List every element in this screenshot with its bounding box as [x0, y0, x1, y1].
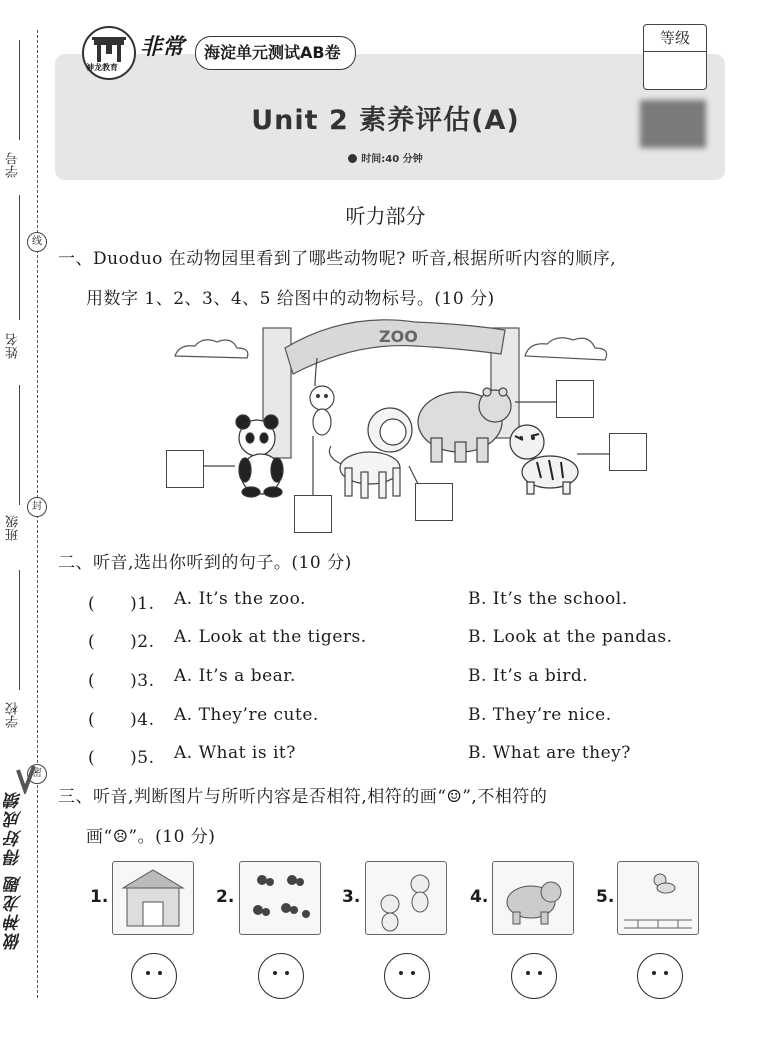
bear-icon	[493, 862, 573, 934]
answer-face-4[interactable]	[511, 953, 557, 999]
bear-figure	[418, 388, 511, 462]
grade-label: 等级	[659, 29, 690, 47]
picture-number-3: 3.	[342, 887, 361, 907]
class-line[interactable]	[19, 385, 20, 505]
q2-item4-option-a: A. They’re cute.	[174, 705, 319, 725]
zoo-gate-icon	[113, 862, 193, 934]
q3-instruction-line1: 三、听音,判断图片与所听内容是否相符,相符的画“☺”,不相符的	[58, 787, 548, 807]
q2-item5-number[interactable]: ( )5.	[88, 748, 155, 768]
ants-icon	[240, 862, 320, 934]
picture-number-4: 4.	[470, 887, 489, 907]
cloud-right	[525, 338, 607, 360]
section-title: 听力部分	[345, 204, 426, 228]
answer-face-1[interactable]	[131, 953, 177, 999]
q2-instruction: 二、听音,选出你听到的句子。(10 分)	[58, 553, 352, 573]
q2-item3-option-a: A. It’s a bear.	[174, 666, 296, 686]
slogan: 做神龙题 得好成绩	[5, 790, 25, 950]
q2-item3-option-b: B. It’s a bird.	[468, 666, 589, 686]
picture-4-bear	[492, 861, 574, 935]
lion-figure	[329, 408, 412, 498]
class-label: 班级	[6, 515, 21, 541]
label-box-monkey[interactable]	[294, 495, 332, 533]
q2-item5-option-a: A. What is it?	[174, 743, 296, 763]
zoo-illustration	[165, 318, 655, 538]
answer-face-5[interactable]	[637, 953, 683, 999]
zoo-sign-text: ZOO	[379, 327, 418, 346]
q1-instruction-line2: 用数字 1、2、3、4、5 给图中的动物标号。(10 分)	[86, 289, 495, 309]
q2-item3-number[interactable]: ( )3.	[88, 671, 155, 691]
cloud-left	[175, 340, 248, 358]
q2-item5-option-b: B. What are they?	[468, 743, 631, 763]
page-title: Unit 2 素养评估(A)	[251, 105, 520, 136]
label-box-lion[interactable]	[415, 483, 453, 521]
answer-face-2[interactable]	[258, 953, 304, 999]
q2-item2-option-b: B. Look at the pandas.	[468, 627, 673, 647]
student-id-label: 学号	[6, 152, 21, 178]
q2-item1-option-a: A. It’s the zoo.	[174, 589, 306, 609]
q3-instruction-line2: 画“☹”。(10 分)	[86, 827, 216, 847]
answer-face-3[interactable]	[384, 953, 430, 999]
seal-mark: 封	[27, 497, 47, 517]
lion-icon	[618, 862, 698, 934]
label-box-panda[interactable]	[166, 450, 204, 488]
q2-item1-number[interactable]: ( )1.	[88, 594, 155, 614]
time-text: 时间:40 分钟	[361, 154, 423, 165]
brand-script: 非常	[140, 34, 185, 60]
school-label: 学校	[6, 702, 21, 728]
picture-number-5: 5.	[596, 887, 615, 907]
picture-3-monkeys	[365, 861, 447, 935]
tiger-figure	[510, 425, 578, 494]
grade-box	[643, 24, 707, 90]
picture-5-lion	[617, 861, 699, 935]
time-limit	[0, 150, 771, 165]
name-label: 姓名	[6, 333, 21, 359]
picture-number-1: 1.	[90, 887, 109, 907]
q2-item4-option-b: B. They’re nice.	[468, 705, 612, 725]
q2-item2-option-a: A. Look at the tigers.	[174, 627, 367, 647]
q2-item1-option-b: B. It’s the school.	[468, 589, 628, 609]
clock-icon	[348, 154, 357, 163]
q1-instruction-line1: 一、Duoduo 在动物园里看到了哪些动物呢? 听音,根据所听内容的顺序,	[58, 249, 617, 269]
q2-item4-number[interactable]: ( )4.	[88, 710, 155, 730]
monkeys-icon	[366, 862, 446, 934]
line-mark: 线	[27, 232, 47, 252]
school-line[interactable]	[19, 570, 20, 690]
grade-divider	[644, 51, 706, 52]
picture-1-zoo-gate	[112, 861, 194, 935]
label-box-bear[interactable]	[556, 380, 594, 418]
logo-text: 神龙教育	[86, 63, 118, 72]
label-box-tiger[interactable]	[609, 433, 647, 471]
monkey-figure	[310, 358, 334, 435]
picture-number-2: 2.	[216, 887, 235, 907]
picture-2-ants	[239, 861, 321, 935]
brand-name: 海淀单元测试AB卷	[195, 36, 356, 70]
secret-mark: 密	[27, 764, 47, 784]
q2-item2-number[interactable]: ( )2.	[88, 632, 155, 652]
